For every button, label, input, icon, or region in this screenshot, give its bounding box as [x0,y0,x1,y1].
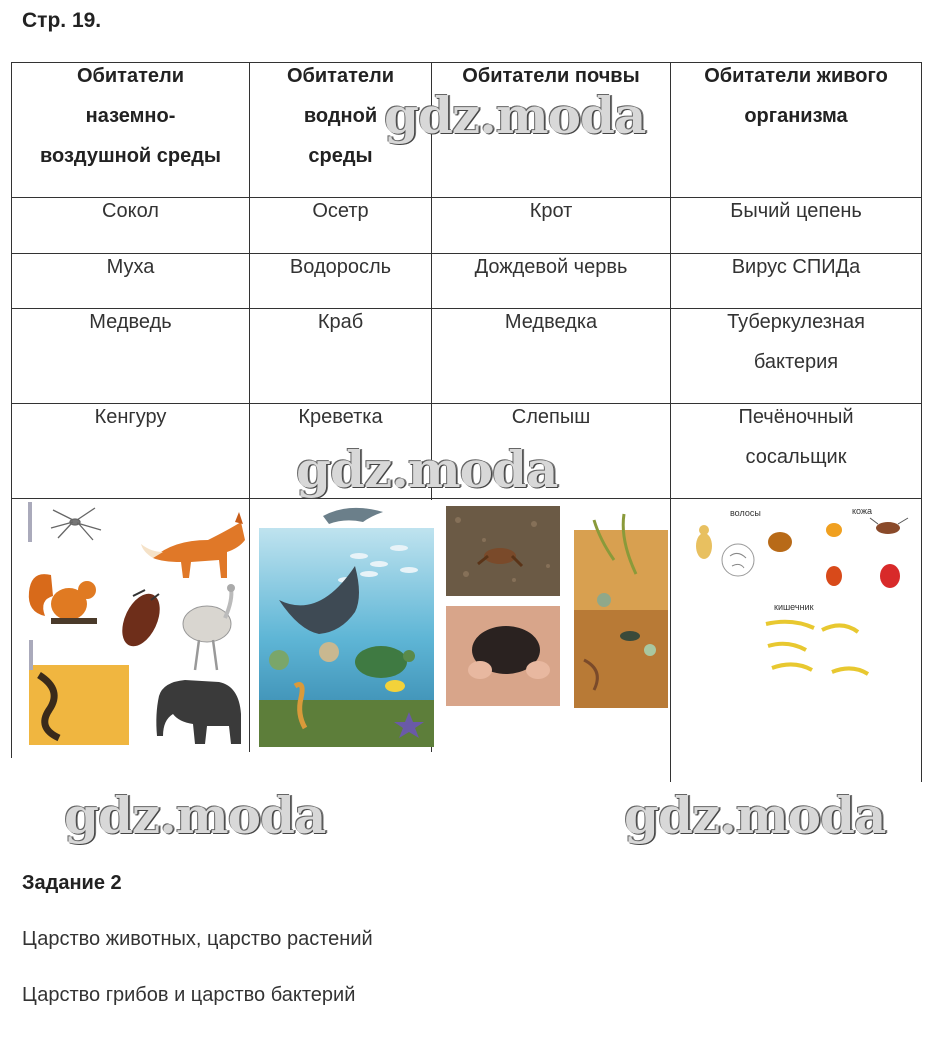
flea-icon [768,532,792,552]
mole-icon [446,606,560,706]
table-cell: Осетр [312,200,369,222]
intestine-label: кишечник [774,602,814,612]
task-answer-line: Царство животных, царство растений [22,928,373,950]
table-cell: Печёночный сосальщик [738,406,854,468]
header-soil: Обитатели почвы [462,65,640,87]
mole-cricket-icon [446,506,560,596]
table-cell: Туберкулезная бактерия [727,311,865,373]
soil-profile-icon [574,514,668,708]
parasites-illustration [682,500,920,690]
watermark: gdz.moda [64,786,326,845]
table-cell: Сокол [102,200,159,222]
table-cell: Вирус СПИДа [731,256,861,278]
soil-animals-illustration [444,500,670,712]
table-cell: Бычий цепень [730,200,862,222]
table-cell: Муха [106,256,155,278]
hair-label: волосы [730,508,761,518]
table-cell: Креветка [298,406,383,428]
header-organism: Обитатели живого организма [704,65,888,127]
snake-icon [29,665,129,745]
table-cell: Медведка [504,311,598,333]
header-air-land: Обитатели наземно- воздушной среды [39,65,222,167]
task-answer-line: Царство грибов и царство бактерий [22,984,356,1006]
land-air-animals-illustration [13,500,248,750]
tropical-fish-icon [385,680,405,692]
table-line [921,62,922,782]
skin-label: кожа [852,506,872,516]
water-animals-illustration [259,500,434,747]
table-cell: Медведь [89,311,172,333]
header-water: Обитатели водной среды [286,65,395,167]
table-cell: Краб [317,311,364,333]
table-cell: Крот [529,200,573,222]
watermark: gdz.moda [384,86,646,145]
page-label: Стр. 19. [22,9,102,32]
watermark: gdz.moda [624,786,886,845]
table-cell: Водоросль [289,256,392,278]
table-cell: Слепыш [511,406,591,428]
watermark: gdz.moda [296,440,558,499]
table-cell: Кенгуру [94,406,167,428]
task-title: Задание 2 [22,872,122,894]
table-cell: Дождевой червь [474,256,628,278]
